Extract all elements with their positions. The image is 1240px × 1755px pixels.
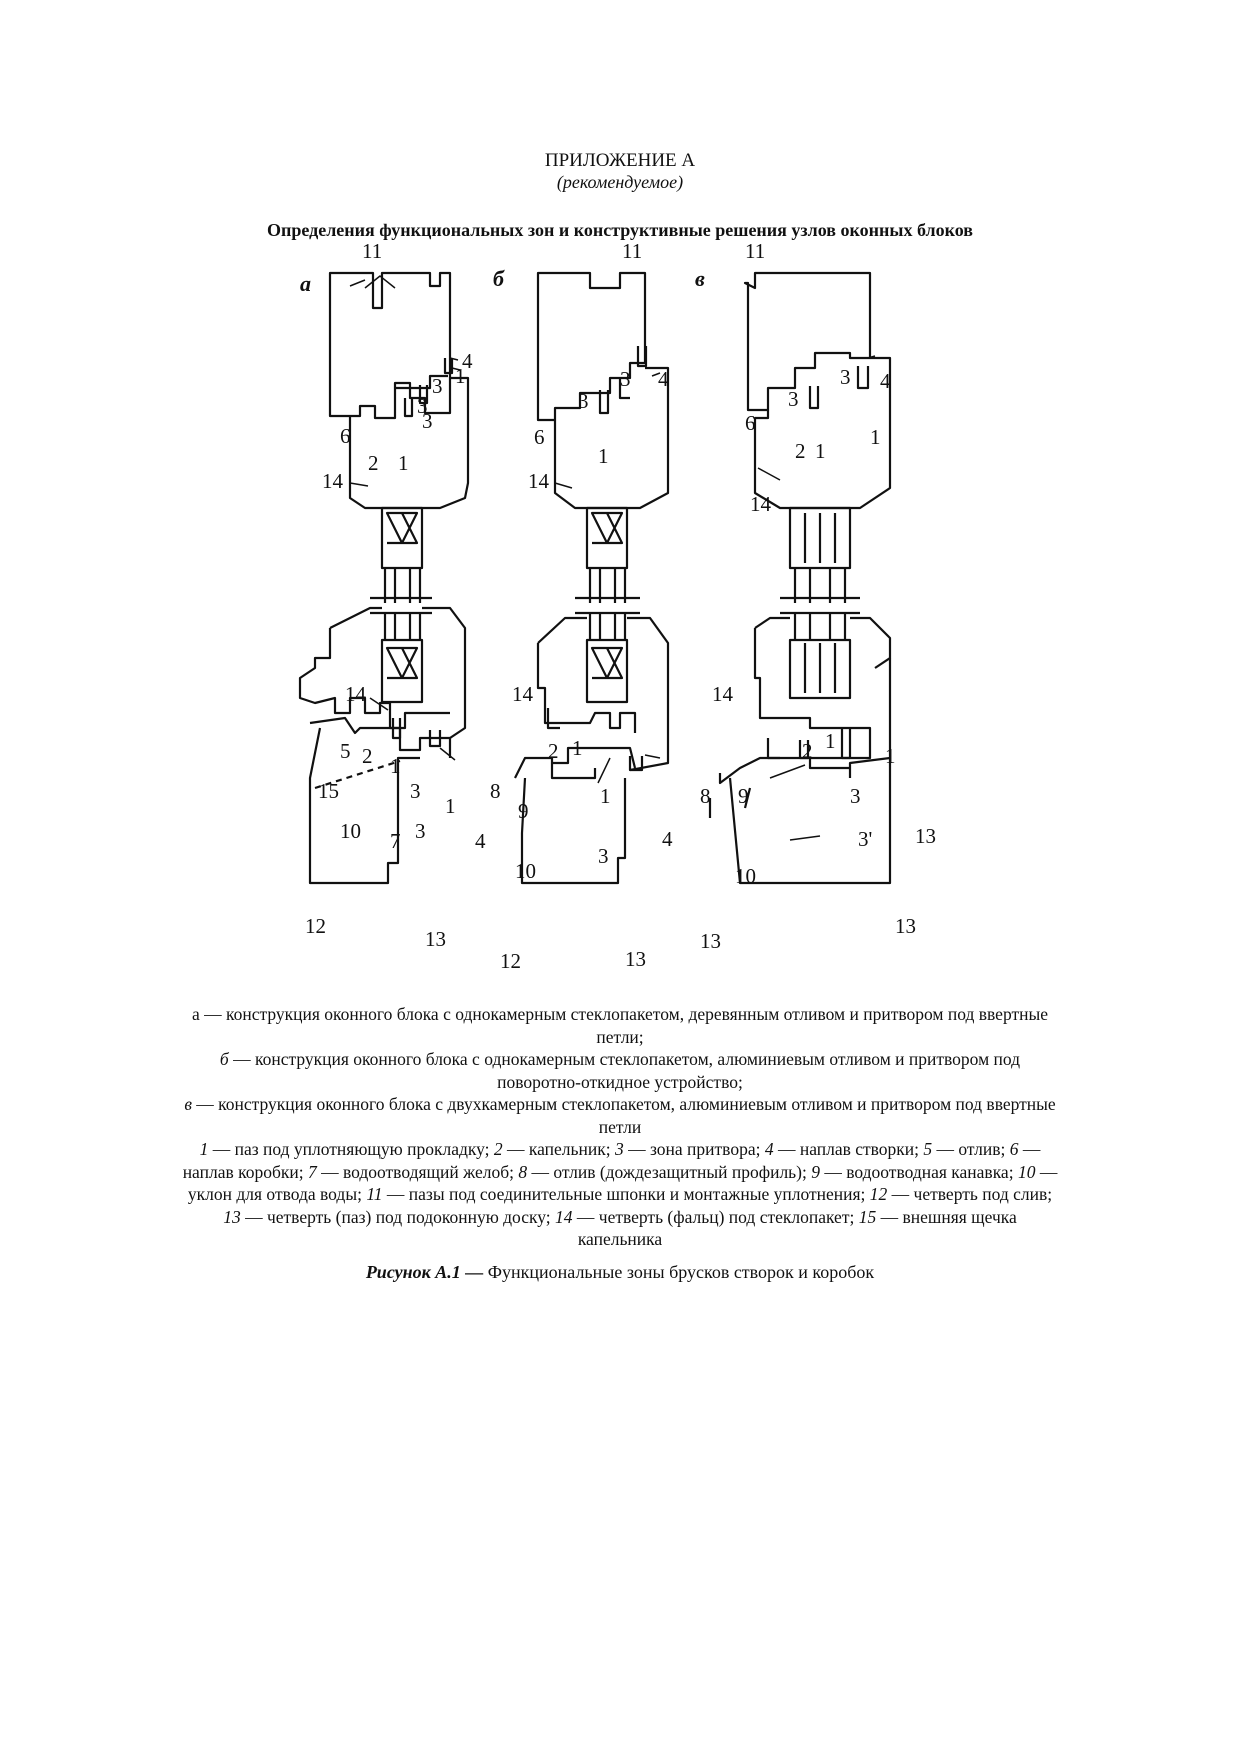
callout: 4 xyxy=(880,369,891,393)
callout: 11 xyxy=(745,239,766,263)
caption-variant-b: б — конструкция оконного блока с однокамерным стеклопакетом, алюминиевым отливом и притвором под поворотно-откидное устройство; xyxy=(219,1049,1021,1092)
callout: 12 xyxy=(305,914,326,938)
callout: 11 xyxy=(362,239,383,263)
callout: 3 xyxy=(432,374,443,398)
callout: 3 xyxy=(598,844,609,868)
callout: 2 xyxy=(368,451,379,475)
callout: 1 xyxy=(598,444,609,468)
callout: 2 xyxy=(795,439,806,463)
figure-title xyxy=(0,1262,1240,1283)
variant-letter-b: б xyxy=(493,266,504,291)
section-b-top xyxy=(538,273,668,603)
callout: 10 xyxy=(515,859,536,883)
callout: 1 xyxy=(815,439,826,463)
callout: 14 xyxy=(322,469,343,493)
callout: 2 xyxy=(548,739,559,763)
caption-variant-a: а — конструкция оконного блока с однокамерным стеклопакетом, деревянным отливом и притвором под ввертные петли; xyxy=(191,1004,1049,1047)
caption-variant-v: в — конструкция оконного блока с двухкамерным стеклопакетом, алюминиевым отливом и притвором под ввертные петли xyxy=(184,1094,1056,1137)
callout: 1 xyxy=(870,425,881,449)
callouts-v-bottom xyxy=(700,682,936,953)
callout: 14 xyxy=(712,682,733,706)
callout: 8 xyxy=(490,779,501,803)
callout: 11 xyxy=(622,239,643,263)
callouts-b-bottom xyxy=(490,682,673,973)
callout: 3 xyxy=(850,784,861,808)
callout: 5 xyxy=(340,739,351,763)
callout: 1 xyxy=(825,729,836,753)
callout: 15 xyxy=(318,779,339,803)
callout: 13 xyxy=(700,929,721,953)
callout: 4 xyxy=(658,367,669,391)
callout: 10 xyxy=(735,864,756,888)
section-a-bottom xyxy=(300,608,465,883)
callout: 13 xyxy=(425,927,446,951)
callout: 8 xyxy=(700,784,711,808)
callout: 3 xyxy=(840,365,851,389)
callout: 7 xyxy=(390,829,401,853)
callout: 12 xyxy=(500,949,521,973)
callout: 3 xyxy=(415,819,426,843)
callout: 1 xyxy=(398,451,409,475)
section-a-top xyxy=(330,273,468,603)
callout: 1 xyxy=(600,784,611,808)
callout: 1 xyxy=(390,754,401,778)
callout: 3 xyxy=(422,409,433,433)
section-b-bottom xyxy=(515,613,668,883)
callout: 6 xyxy=(340,424,351,448)
callout: 13 xyxy=(625,947,646,971)
callout: 10 xyxy=(340,819,361,843)
callout: 4 xyxy=(662,827,673,851)
callout: 4 xyxy=(462,349,473,373)
section-heading: Определения функциональных зон и конструктивные решения узлов оконных блоков xyxy=(266,220,974,240)
callout: 14 xyxy=(345,682,366,706)
callout: 3' xyxy=(858,827,873,851)
callout: 1 xyxy=(445,794,456,818)
callout: 6 xyxy=(745,411,756,435)
callout: 14 xyxy=(512,682,533,706)
callout: 13 xyxy=(895,914,916,938)
callout: 6 xyxy=(534,425,545,449)
variant-letter-v: в xyxy=(695,266,705,291)
callout: 4 xyxy=(475,829,486,853)
callout: 14 xyxy=(750,492,771,516)
figure-title-text: Функциональные зоны брусков створок и коробок xyxy=(483,1262,875,1282)
callout: 1 xyxy=(885,744,896,768)
callout: 3 xyxy=(410,779,421,803)
callout: 9 xyxy=(518,799,529,823)
callout: 1 xyxy=(572,736,583,760)
caption-legend: 1 — паз под уплотняющую прокладку; 2 — капельник; 3 — зона притвора; 4 — наплав створки; 5 — отлив; 6 — наплав коробки; 7 — водоотводящий желоб; 8 — отлив (дождезащитный профиль); 9 — водоотводная канавка; 10 — уклон для отвода воды; 11 — пазы под соединительные шпонки и монтажные уплотнения; 12 — четверть под слив; 13 — четверть (паз) под подоконную доску; 14 — четверть (фальц) под стеклопакет; 15 — внешняя щечка капельника xyxy=(182,1139,1058,1249)
callout: 2 xyxy=(362,744,373,768)
callouts-a-bottom xyxy=(305,682,486,951)
callout: 2 xyxy=(802,739,813,763)
callout: 3 xyxy=(788,387,799,411)
callout: 3 xyxy=(620,367,631,391)
appendix-status: (рекомендуемое) xyxy=(556,172,684,192)
callout: 13 xyxy=(915,824,936,848)
callout: 1 xyxy=(455,364,466,388)
callout: 3 xyxy=(417,394,428,418)
variant-letter-a: а xyxy=(300,271,311,296)
window-sections-figure xyxy=(290,239,980,1000)
figure-label: Рисунок А.1 — xyxy=(365,1262,484,1282)
callout: 14 xyxy=(528,469,549,493)
appendix-title: ПРИЛОЖЕНИЕ А xyxy=(544,150,696,171)
callouts-b-top xyxy=(528,239,669,493)
callout: 9 xyxy=(738,784,749,808)
section-v-top xyxy=(745,273,890,603)
figure-caption xyxy=(180,1003,1060,1251)
callout: 3 xyxy=(578,389,589,413)
